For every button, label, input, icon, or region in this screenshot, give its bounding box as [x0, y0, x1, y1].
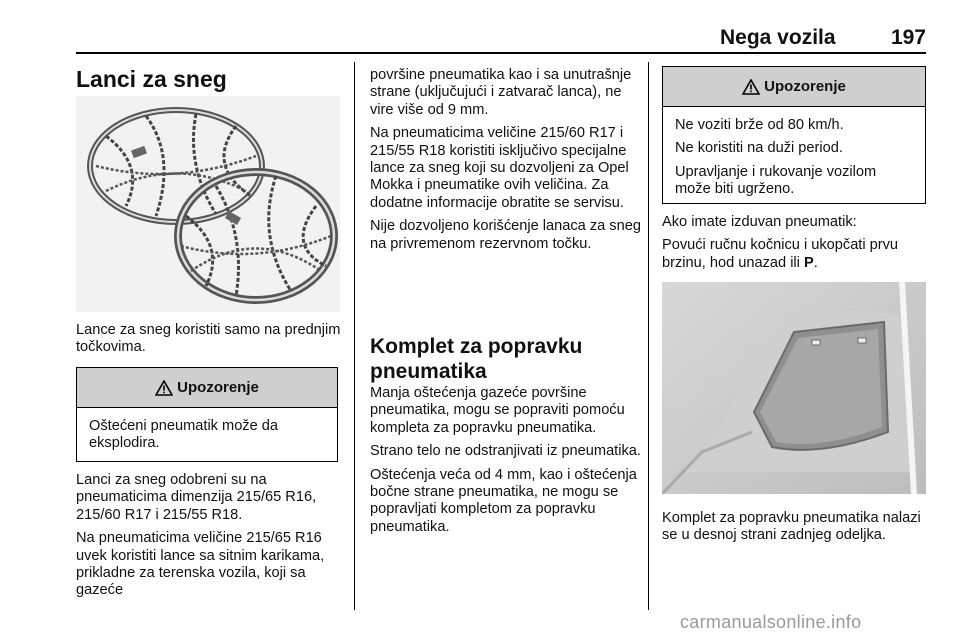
paragraph-spare-wheel: Nije dozvoljeno korišćenje lanaca za sneg na privremenom rezervnom točku. — [370, 218, 641, 252]
warning-box-repair-kit — [662, 66, 926, 204]
snow-chains-illustration — [76, 96, 340, 312]
column-3-body-bottom — [662, 510, 934, 551]
heading-tyre-repair-kit: Komplet za popravku pneumatika — [370, 335, 583, 383]
header-rule — [76, 52, 926, 54]
column-1-body — [76, 472, 348, 606]
paragraph-chain-protrusion: površine pneumatika kao i sa unutrašnje strane (uključujući i zatvarač lanca), ne vire više od 9 mm. — [370, 67, 632, 118]
warning-duration: Ne koristiti na duži period. — [675, 140, 843, 157]
paragraph-flat-tyre: Ako imate izduvan pneumatik: — [662, 214, 857, 230]
paragraph-large-damage: Oštećenja veća od 4 mm, kao i oštećenja bočne strane pneumatika, ne mogu se popravljati kompletom za popravku pneumatika. — [370, 466, 637, 535]
column-divider-1 — [354, 62, 355, 610]
warning-triangle-icon — [742, 79, 760, 95]
paragraph-minor-damage: Manja oštećenja gazeće površine pneumatika, mogu se popraviti pomoću kompleta za popravku pneumatika. — [370, 385, 625, 436]
column-2-body-top — [370, 67, 642, 259]
warning-handling: Upravljanje i rukovanje vozilom može biti ugrženo. — [675, 163, 877, 198]
warning-header — [77, 368, 337, 408]
heading-snow-chains: Lanci za sneg — [76, 66, 227, 92]
warning-text: Oštećeni pneumatik može da eksplodira. — [89, 418, 279, 452]
page-number: 197 — [890, 26, 926, 49]
warning-box-tyre — [76, 367, 338, 462]
column-3-body-top — [662, 214, 934, 278]
warning-speed-limit: Ne voziti brže od 80 km/h. — [675, 117, 844, 133]
trunk-compartment-photo — [662, 282, 926, 494]
section-title: Nega vozila — [720, 26, 836, 49]
paragraph-kit-location: Komplet za popravku pneumatika nalazi se u desnoj strani zadnjeg odeljka. — [662, 510, 921, 544]
column-2-body-bottom — [370, 385, 642, 542]
paragraph-special-chains: Na pneumaticima veličine 215/60 R17 i 215/55 R18 koristiti isključivo specijalne lance za sneg koji su dozvoljeni za Opel Mokka i pneumatike ovih veličina. Za dodatne informacije obratite se servisu. — [370, 125, 629, 211]
warning-triangle-icon — [155, 380, 173, 396]
warning-title: Upozorenje — [764, 78, 846, 95]
watermark: carmanualsonline.info — [680, 612, 862, 632]
paragraph-handbrake: Povući ručnu kočnicu i ukopčati prvu brzinu, hod unazad ili P. — [662, 237, 899, 271]
paragraph-fine-links: Na pneumaticima veličine 215/65 R16 uvek koristiti lance sa sitnim karikama, prikladne za terenska vozila, koji sa gazeće — [76, 530, 325, 599]
paragraph-foreign-body: Strano telo ne odstranjivati iz pneumatika. — [370, 443, 641, 460]
page-header — [720, 24, 926, 54]
warning-header — [663, 67, 925, 107]
paragraph-front-wheels: Lance za sneg koristiti samo na prednjim točkovima. — [76, 322, 341, 356]
paragraph-approved-sizes: Lanci za sneg odobreni su na pneumaticima dimenzija 215/65 R16, 215/60 R17 i 215/55 R18. — [76, 472, 317, 523]
warning-title: Upozorenje — [177, 379, 259, 396]
gear-p-key: P — [803, 254, 814, 271]
